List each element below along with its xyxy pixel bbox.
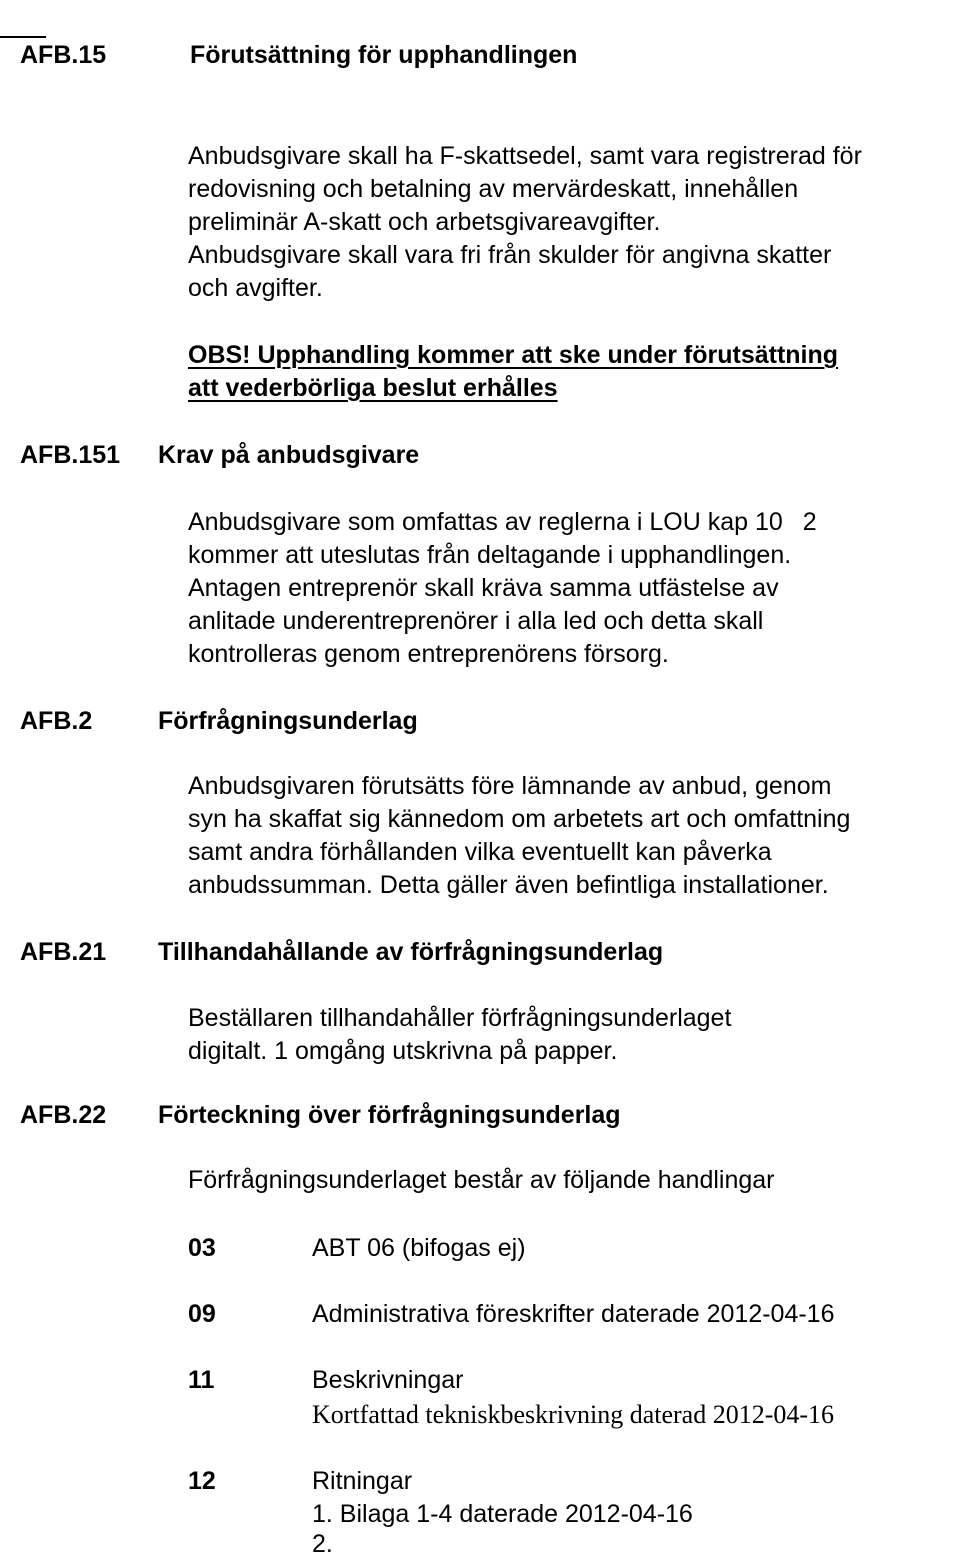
doc-subitem: 1. Bilaga 1-4 daterade 2012-04-16 — [312, 1500, 693, 1528]
doc-title: Ritningar — [312, 1467, 413, 1495]
section-heading: Förfrågningsunderlag — [158, 707, 418, 735]
paragraph: Anbudsgivare som omfattas av reglerna i LOU kap 10 2 kommer att uteslutas från deltagande i upphandlingen. Antagen entreprenör skall kräva samma utfästelse av anlitade underentreprenörer i alla led och detta skall kontrolleras genom entreprenörens försorg. — [188, 508, 817, 668]
doc-number: 12 — [188, 1467, 216, 1495]
doc-number: 09 — [188, 1300, 216, 1328]
section-heading: Förutsättning för upphandlingen — [190, 41, 578, 69]
paragraph: Anbudsgivare skall ha F-skattsedel, samt vara registrerad för redovisning och betalning av mervärdeskatt, innehållen preliminär A-skatt och arbetsgivareavgifter. Anbudsgivare skall vara fri från skulder för angivna skatter och avgifter. — [188, 142, 862, 302]
section-code: AFB.2 — [20, 707, 93, 735]
section-code: AFB.21 — [20, 938, 107, 966]
doc-subitem: 2. — [312, 1530, 333, 1558]
paragraph: Anbudsgivaren förutsätts före lämnande av anbud, genom syn ha skaffat sig kännedom om arbetets art och omfattning samt andra förhållanden vilka eventuellt kan påverka anbudssumman. Detta gäller även befintliga installationer. — [188, 772, 851, 899]
doc-title: ABT 06 (bifogas ej) — [312, 1234, 526, 1262]
doc-subtitle: Kortfattad tekniskbeskrivning daterad 2012-04-16 — [312, 1400, 835, 1429]
section-heading: Tillhandahållande av förfrågningsunderlag — [158, 938, 664, 966]
doc-number: 03 — [188, 1234, 216, 1262]
doc-title: Administrativa föreskrifter daterade 2012-04-16 — [312, 1300, 835, 1328]
section-code: AFB.15 — [20, 41, 107, 69]
doc-title: Beskrivningar — [312, 1366, 464, 1394]
top-rule — [0, 36, 46, 38]
section-sign-icon — [783, 506, 803, 522]
obs-note: OBS! Upphandling kommer att ske under förutsättning att vederbörliga beslut erhålles — [188, 341, 839, 402]
section-heading: Krav på anbudsgivare — [158, 441, 420, 469]
section-heading: Förteckning över förfrågningsunderlag — [158, 1101, 621, 1129]
paragraph: Förfrågningsunderlaget består av följande handlingar — [188, 1166, 775, 1194]
doc-number: 11 — [188, 1366, 215, 1394]
section-code: AFB.151 — [20, 441, 121, 469]
paragraph: Beställaren tillhandahåller förfrågningsunderlaget digitalt. 1 omgång utskrivna på papper. — [188, 1004, 732, 1065]
section-code: AFB.22 — [20, 1101, 107, 1129]
